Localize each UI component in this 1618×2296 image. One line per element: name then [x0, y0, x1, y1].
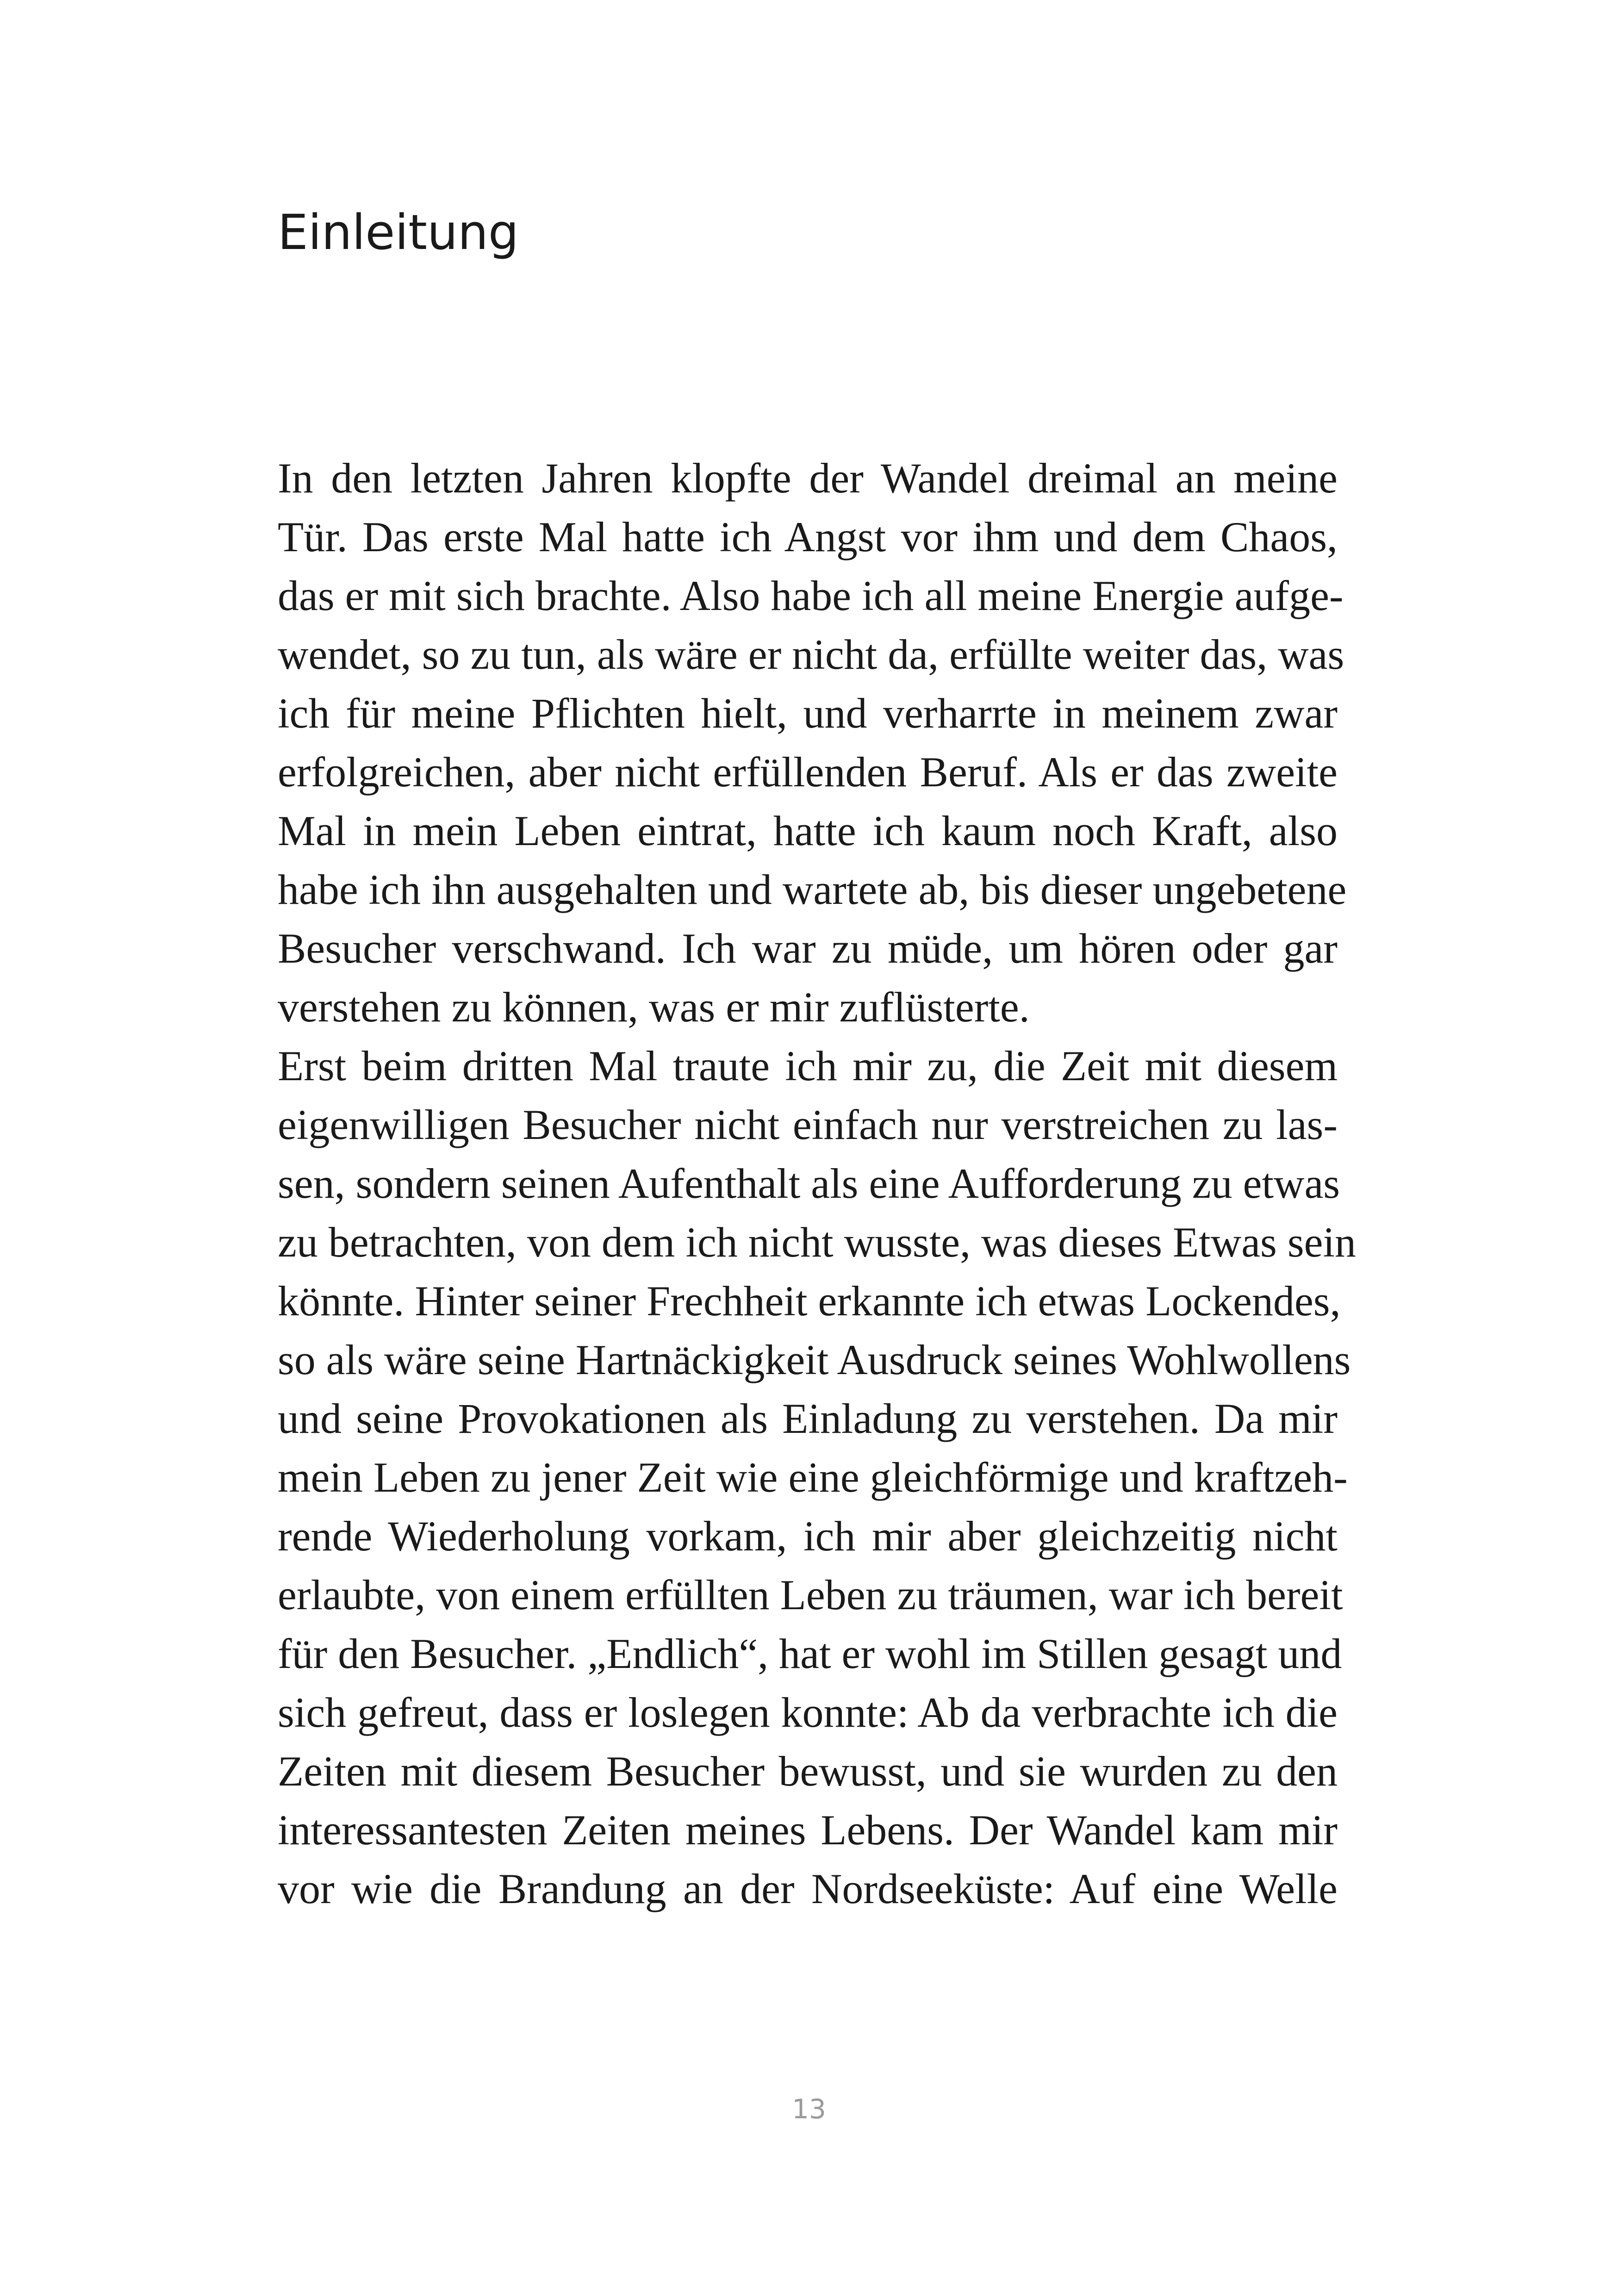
text-line: Besucher verschwand. Ich war zu müde, um hören oder gar: [278, 925, 1338, 972]
page-number: 13: [792, 2093, 826, 2125]
text-line: erfolgreichen, aber nicht erfüllenden Beruf. Als er das zweite: [278, 748, 1338, 796]
text-line: interessantesten Zeiten meines Lebens. Der Wandel kam mir: [278, 1806, 1338, 1854]
text-line: könnte. Hinter seiner Frechheit erkannte ich etwas Lockendes,: [278, 1277, 1341, 1325]
text-line: mein Leben zu jener Zeit wie eine gleichförmige und kraftzeh-: [278, 1454, 1348, 1501]
text-line: In den letzten Jahren klopfte der Wandel dreimal an meine: [278, 454, 1338, 502]
text-line: verstehen zu können, was er mir zuflüsterte.: [278, 983, 1030, 1031]
text-line: Tür. Das erste Mal hatte ich Angst vor ihm und dem Chaos,: [278, 513, 1338, 560]
text-line: für den Besucher. „Endlich“, hat er wohl im Stillen gesagt und: [278, 1630, 1342, 1677]
text-line: so als wäre seine Hartnäckigkeit Ausdruck seines Wohlwollens: [278, 1336, 1351, 1383]
text-line: ich für meine Pflichten hielt, und verharrte in meinem zwar: [278, 690, 1338, 737]
paragraph: [278, 449, 1347, 1037]
text-line: erlaubte, von einem erfüllten Leben zu träumen, war ich bereit: [278, 1571, 1343, 1618]
text-line: Erst beim dritten Mal traute ich mir zu, die Zeit mit diesem: [278, 1042, 1338, 1089]
text-line: vor wie die Brandung an der Nordseeküste: Auf eine Welle: [278, 1865, 1338, 1912]
text-line: rende Wiederholung vorkam, ich mir aber gleichzeitig nicht: [278, 1512, 1338, 1560]
text-line: sen, sondern seinen Aufenthalt als eine Aufforderung zu etwas: [278, 1160, 1340, 1207]
text-line: Zeiten mit diesem Besucher bewusst, und sie wurden zu den: [278, 1748, 1338, 1795]
text-line: das er mit sich brachte. Also habe ich all meine Energie aufge-: [278, 572, 1344, 619]
text-line: Mal in mein Leben eintrat, hatte ich kaum noch Kraft, also: [278, 807, 1338, 854]
body-text: [278, 449, 1357, 1918]
text-line: und seine Provokationen als Einladung zu verstehen. Da mir: [278, 1395, 1338, 1442]
text-line: sich gefreut, dass er loslegen konnte: Ab da verbrachte ich die: [278, 1689, 1338, 1736]
chapter-title: Einleitung: [278, 204, 519, 261]
paragraph: [278, 1037, 1357, 1918]
text-line: wendet, so zu tun, als wäre er nicht da, erfüllte weiter das, was: [278, 631, 1344, 678]
text-line: zu betrachten, von dem ich nicht wusste, was dieses Etwas sein: [278, 1219, 1357, 1266]
text-line: eigenwilligen Besucher nicht einfach nur verstreichen zu las-: [278, 1101, 1338, 1148]
text-line: habe ich ihn ausgehalten und wartete ab, bis dieser ungebetene: [278, 866, 1347, 913]
